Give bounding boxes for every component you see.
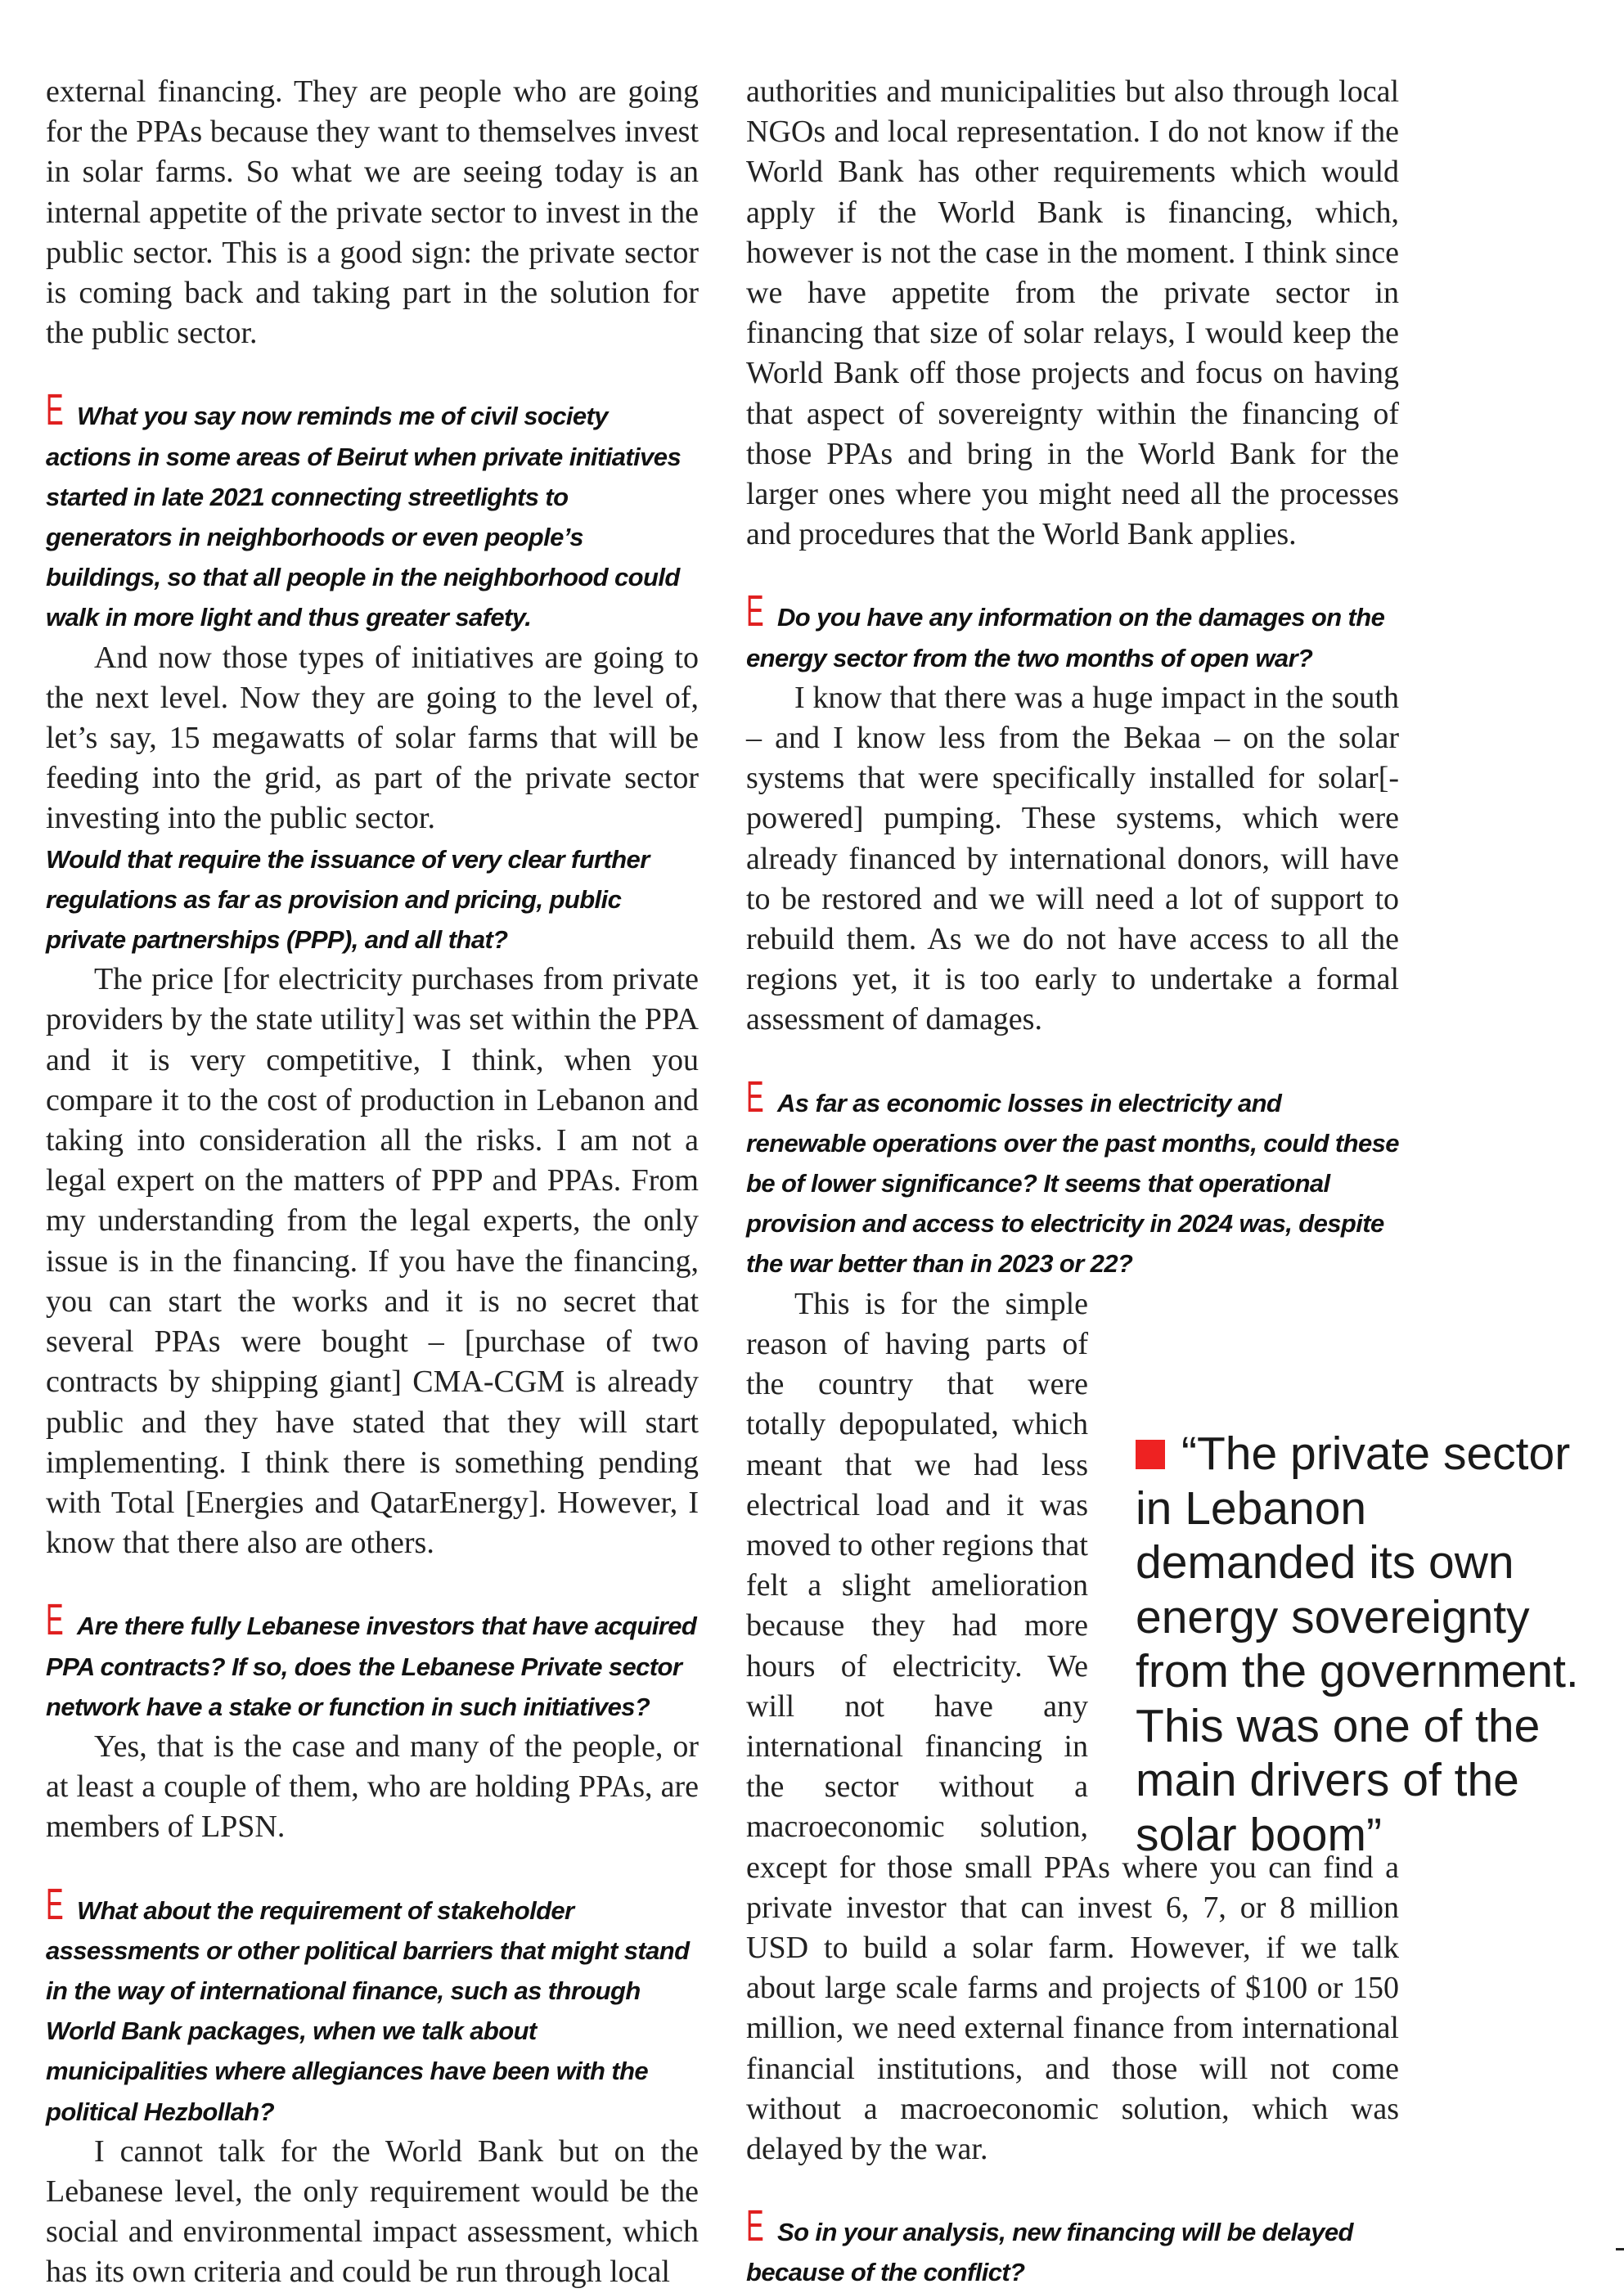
right-column <box>746 72 1399 2293</box>
answer-paragraph: I cannot talk for the World Bank but on the Lebanese level, the only requirement would be the social and environmental impact assessment, which has its own criteria and could be run through local <box>46 2133 699 2290</box>
question-text: Do you have any information on the damages on the energy sector from the two months of open war? <box>746 603 1385 672</box>
answer-paragraph: This is for the simple reason of having parts of the country that were totally depopulated, which meant that we had less electrical load and it was moved to other regions that felt a slight amelioration because they had more hours of electricity. We will not have any international financing in the sector without a macroeconomic solution, except for those small PPAs where you can find a private investor that can invest 6, 7, or 8 million USD to build a solar farm. However, if we talk about large scale farms and projects of $100 or 150 million, we need external finance from international financial institutions, and those will not come without a macroeconomic solution, which was delayed by the war. <box>746 1286 1399 2166</box>
pull-quote-text: “The private sector in Lebanon demanded its own energy sovereignty from the government. This was one of the main drivers of the solar boom” <box>1136 1428 1579 1861</box>
interview-question <box>746 2201 1399 2292</box>
answer-paragraph: I know that there was a huge impact in the south – and I know less from the Bekaa – on the solar systems that were specifically installed for solar[-powered] pumping. These systems, which were already financed by international donors, will have to be restored and we will need a lot of support to rebuild them. As we do not have access to all the regions yet, it is too early to undertake a formal assessment of damages. <box>746 680 1399 1037</box>
question-marker: E <box>746 1072 764 1122</box>
question-marker: E <box>746 2201 764 2251</box>
question-text: So in your analysis, new financing will be delayed because of the conflict? <box>746 2218 1353 2287</box>
left-column <box>46 72 699 2293</box>
interview-question <box>46 1595 699 1727</box>
interview-question <box>746 1072 1399 1284</box>
question-marker: E <box>46 1595 64 1645</box>
paragraph: external financing. They are people who are going for the PPAs because they want to themselves invest in solar farms. So what we are seeing today is an internal appetite of the private sector to invest in the public sector. This is a good sign: the private sector is coming back and taking part in the solution for the public sector. <box>46 74 699 351</box>
interview-question: Would that require the issuance of very clear further regulations as far as provision and pricing, public private partnerships (PPP), and all that? <box>46 844 650 955</box>
pull-quote <box>1136 1427 1594 1862</box>
interview-question <box>46 1879 699 2132</box>
question-marker: E <box>746 587 764 636</box>
question-text: What you say now reminds me of civil society actions in some areas of Beirut when private initiatives started in late 2021 connecting streetlights to generators in neighborhoods or even people’s buildings, so that all people in the neighborhood could walk in more light and thus greater safety. <box>46 402 682 632</box>
answer-paragraph: Yes, that is the case and many of the people, or at least a couple of them, who are holding PPAs, are members of LPSN. <box>46 1729 699 1845</box>
question-text: What about the requirement of stakeholder assessments or other political barriers that might stand in the way of international finance, such as through World Bank packages, when we talk about municipalities where allegiances have been with the political Hezbollah? <box>46 1895 690 2126</box>
interview-question <box>46 385 699 637</box>
question-text: Are there fully Lebanese investors that have acquired PPA contracts? If so, does the Lebanese Private sector network have a stake or function in such initiatives? <box>46 1612 697 1721</box>
paragraph: authorities and municipalities but also through local NGOs and local representation. I do not know if the World Bank has other requirements which would apply if the World Bank is financing, which, however is not the case in the moment. I think since we have appetite from the private sector in financing that size of solar relays, I would keep the World Bank off those projects and focus on having that aspect of sovereignty within the financing of those PPAs and bring in the World Bank for the larger ones where you might need all the processes and procedures that the World Bank applies. <box>746 74 1399 552</box>
question-marker: E <box>46 1879 64 1929</box>
square-bullet-icon <box>1136 1440 1165 1469</box>
interview-question <box>746 587 1399 677</box>
question-marker: E <box>46 385 64 435</box>
page-edge-mark <box>1616 2248 1624 2250</box>
answer-paragraph: And now those types of initiatives are going to the next level. Now they are going to the level of, let’s say, 15 megawatts of solar farms that will be feeding into the grid, as part of the private sector investing into the public sector. <box>46 640 699 836</box>
answer-paragraph: The price [for electricity purchases from private providers by the state utility] was set within the PPA and it is very competitive, I think, when you compare it to the cost of production in Lebanon and taking into consideration all the risks. I am not a legal expert on the matters of PPP and PPAs. From my understanding from the legal experts, the only issue is in the financing. If you have the financing, you can start the works and it is no secret that several PPAs were bought – [purchase of two contracts by shipping giant] CMA-CGM is already public and they have stated that they will start implementing. I think there is something pending with Total [Energies and QatarEnergy]. However, I know that there also are others. <box>46 962 699 1561</box>
question-text: As far as economic losses in electricity and renewable operations over the past months, could these be of lower significance? It seems that operational provision and access to electricity in 2024 was, despite the war better than in 2023 or 22? <box>746 1088 1399 1279</box>
